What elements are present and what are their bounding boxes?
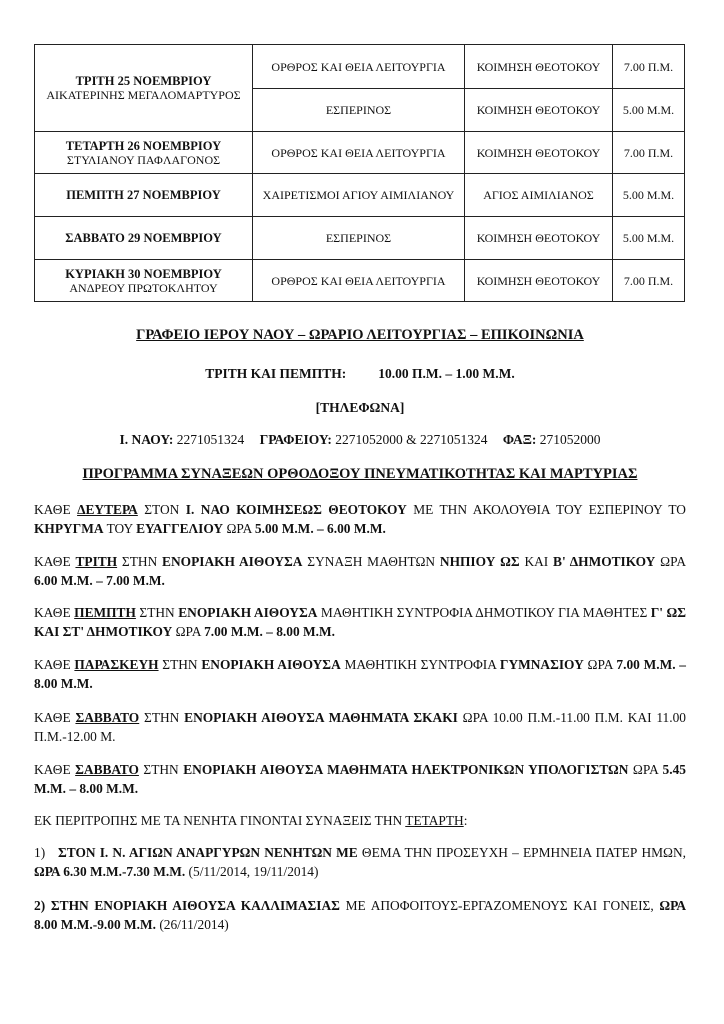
day-cell (35, 174, 253, 217)
church-cell: ΚΟΙΜΗΣΗ ΘΕΟΤΟΚΟΥ (465, 89, 613, 132)
program-paragraph-thursday: ΚΑΘΕ ΠΕΜΠΤΗ ΣΤΗΝ ΕΝΟΡΙΑΚΗ ΑΙΘΟΥΣΑ ΜΑΘΗΤΙΚΗ ΣΥΝΤΡΟΦΙΑ ΔΗΜΟΤΙΚΟΥ ΓΙΑ ΜΑΘΗΤΕΣ Γ' ΩΣ ΚΑΙ ΣΤ' ΔΗΜΟΤΙΚΟΥ ΩΡΑ 7.00 Μ.Μ. – 8.00 Μ.Μ. (34, 605, 686, 639)
office-days: ΤΡΙΤΗ ΚΑΙ ΠΕΜΠΤΗ: (205, 366, 347, 381)
saint-label: ΑΝΔΡΕΟΥ ΠΡΩΤΟΚΛΗΤΟΥ (69, 280, 218, 295)
time-cell: 7.00 Π.Μ. (613, 132, 685, 174)
program-paragraph-saturday-computers: ΚΑΘΕ ΣΑΒΒΑΤΟ ΣΤΗΝ ΕΝΟΡΙΑΚΗ ΑΙΘΟΥΣΑ ΜΑΘΗΜΑΤΑ ΗΛΕΚΤΡΟΝΙΚΩΝ ΥΠΟΛΟΓΙΣΤΩΝ ΩΡΑ 5.45 Μ.Μ. – 8.00 Μ.Μ. (34, 762, 686, 796)
table-row (35, 132, 685, 174)
table-row (35, 260, 685, 302)
day-label: ΠΕΜΠΤΗ 27 ΝΟΕΜΒΡΙΟΥ (66, 188, 221, 202)
service-cell: ΟΡΘΡΟΣ ΚΑΙ ΘΕΙΑ ΛΕΙΤΟΥΡΓΙΑ (253, 260, 465, 302)
church-cell: ΚΟΙΜΗΣΗ ΘΕΟΤΟΚΟΥ (465, 132, 613, 174)
fax-label: ΦΑΞ: (502, 432, 537, 447)
service-cell: ΕΣΠΕΡΙΝΟΣ (253, 89, 465, 132)
office-hours (34, 366, 686, 382)
program-paragraph-saturday-chess: ΚΑΘΕ ΣΑΒΒΑΤΟ ΣΤΗΝ ΕΝΟΡΙΑΚΗ ΑΙΘΟΥΣΑ ΜΑΘΗΜΑΤΑ ΣΚΑΚΙ ΩΡΑ 10.00 Π.Μ.-11.00 Π.Μ. ΚΑΙ 11.00 Π.Μ.-12.00 Μ. (34, 710, 686, 744)
day-label: ΤΕΤΑΡΤΗ 26 ΝΟΕΜΒΡΙΟΥ (65, 138, 222, 153)
program-item-2: 2) ΣΤΗΝ ΕΝΟΡΙΑΚΗ ΑΙΘΟΥΣΑ ΚΑΛΛΙΜΑΣΙΑΣ ΜΕ ΑΠΟΦΟΙΤΟΥΣ-ΕΡΓΑΖΟΜΕΝΟΥΣ ΚΑΙ ΓΟΝΕΙΣ, ΩΡΑ 8.00 Μ.Μ.-9.00 Μ.Μ. (26/11/2014) (34, 898, 686, 932)
time-cell: 7.00 Π.Μ. (613, 45, 685, 89)
table-row (35, 45, 685, 89)
service-cell: ΧΑΙΡΕΤΙΣΜΟΙ ΑΓΙΟΥ ΑΙΜΙΛΙΑΝΟΥ (253, 174, 465, 217)
saint-label: ΑΙΚΑΤΕΡΙΝΗΣ ΜΕΓΑΛΟΜΑΡΤΥΡΟΣ (46, 88, 241, 102)
grafeio-phone: 2271052000 & 2271051324 (335, 432, 488, 447)
service-cell: ΕΣΠΕΡΙΝΟΣ (253, 217, 465, 260)
naos-phone: 2271051324 (176, 432, 245, 447)
time-cell: 5.00 Μ.Μ. (613, 174, 685, 217)
time-cell: 5.00 Μ.Μ. (613, 89, 685, 132)
day-label: ΤΡΙΤΗ 25 ΝΟΕΜΒΡΙΟΥ (75, 74, 212, 88)
church-cell: ΚΟΙΜΗΣΗ ΘΕΟΤΟΚΟΥ (465, 45, 613, 89)
program-title: ΠΡΟΓΡΑΜΜΑ ΣΥΝΑΞΕΩΝ ΟΡΘΟΔΟΞΟΥ ΠΝΕΥΜΑΤΙΚΟΤΗΤΑΣ ΚΑΙ ΜΑΡΤΥΡΙΑΣ (82, 466, 638, 482)
day-cell (35, 217, 253, 260)
church-cell: ΑΓΙΟΣ ΑΙΜΙΛΙΑΝΟΣ (465, 174, 613, 217)
day-label: ΣΑΒΒΑΤΟ 29 ΝΟΕΜΒΡΙΟΥ (65, 231, 222, 245)
naos-label: Ι. ΝΑΟΥ: (119, 432, 174, 447)
time-cell: 7.00 Π.Μ. (613, 260, 685, 302)
service-cell: ΟΡΘΡΟΣ ΚΑΙ ΘΕΙΑ ΛΕΙΤΟΥΡΓΙΑ (253, 45, 465, 89)
program-paragraph-tuesday: ΚΑΘΕ ΤΡΙΤΗ ΣΤΗΝ ΕΝΟΡΙΑΚΗ ΑΙΘΟΥΣΑ ΣΥΝΑΞΗ ΜΑΘΗΤΩΝ ΝΗΠΙΟΥ ΩΣ ΚΑΙ Β' ΔΗΜΟΤΙΚΟΥ ΩΡΑ 6.00 Μ.Μ. – 7.00 Μ.Μ. (34, 554, 687, 588)
program-paragraph-friday: ΚΑΘΕ ΠΑΡΑΣΚΕΥΗ ΣΤΗΝ ΕΝΟΡΙΑΚΗ ΑΙΘΟΥΣΑ ΜΑΘΗΤΙΚΗ ΣΥΝΤΡΟΦΙΑ ΓΥΜΝΑΣΙΟΥ ΩΡΑ 7.00 Μ.Μ. – 8.00 Μ.Μ. (34, 657, 686, 691)
table-row (35, 217, 685, 260)
saint-label: ΣΤΥΛΙΑΝΟΥ ΠΑΦΛΑΓΟΝΟΣ (66, 152, 221, 167)
program-paragraph-monday: ΚΑΘΕ ΔΕΥΤΕΡΑ ΣΤΟΝ Ι. ΝΑΟ ΚΟΙΜΗΣΕΩΣ ΘΕΟΤΟΚΟΥ ΜΕ ΤΗΝ ΑΚΟΛΟΥΘΙΑ ΤΟΥ ΕΣΠΕΡΙΝΟΥ ΤΟ ΚΗΡΥΓΜΑ ΤΟΥ ΕΥΑΓΓΕΛΙΟΥ ΩΡΑ 5.00 Μ.Μ. – 6.00 Μ.Μ. (34, 502, 686, 536)
day-cell (35, 260, 253, 302)
office-hours-value: 10.00 Π.Μ. – 1.00 Μ.Μ. (378, 366, 515, 381)
day-cell (35, 45, 253, 132)
office-title: ΓΡΑΦΕΙΟ ΙΕΡΟΥ ΝΑΟΥ – ΩΡΑΡΙΟ ΛΕΙΤΟΥΡΓΙΑΣ – ΕΠΙΚΟΙΝΩΝΙΑ (136, 327, 584, 343)
services-schedule-table (34, 44, 685, 302)
time-cell: 5.00 Μ.Μ. (613, 217, 685, 260)
program-paragraph-wednesday: ΕΚ ΠΕΡΙΤΡΟΠΗΣ ΜΕ ΤΑ ΝΕΝΗΤΑ ΓΙΝΟΝΤΑΙ ΣΥΝΑΞΕΙΣ ΤΗΝ ΤΕΤΑΡΤΗ: (34, 813, 468, 828)
table-row (35, 174, 685, 217)
day-label: ΚΥΡΙΑΚΗ 30 ΝΟΕΜΒΡΙΟΥ (65, 266, 222, 281)
day-cell (35, 132, 253, 174)
program-item-1: 1) ΣΤΟΝ Ι. Ν. ΑΓΙΩΝ ΑΝΑΡΓΥΡΩΝ ΝΕΝΗΤΩΝ ΜΕ ΘΕΜΑ ΤΗΝ ΠΡΟΣΕΥΧΗ – ΕΡΜΗΝΕΙΑ ΠΑΤΕΡ ΗΜΩΝ, ΩΡΑ 6.30 Μ.Μ.-7.30 Μ.Μ. (5/11/2014, 19/11/2014) (34, 845, 687, 879)
service-cell: ΟΡΘΡΟΣ ΚΑΙ ΘΕΙΑ ΛΕΙΤΟΥΡΓΙΑ (253, 132, 465, 174)
grafeio-label: ΓΡΑΦΕΙΟΥ: (259, 432, 332, 447)
fax-phone: 271052000 (539, 432, 601, 447)
church-cell: ΚΟΙΜΗΣΗ ΘΕΟΤΟΚΟΥ (465, 260, 613, 302)
church-cell: ΚΟΙΜΗΣΗ ΘΕΟΤΟΚΟΥ (465, 217, 613, 260)
phone-numbers (34, 432, 686, 448)
phones-heading: [ΤΗΛΕΦΩΝΑ] (315, 400, 405, 415)
